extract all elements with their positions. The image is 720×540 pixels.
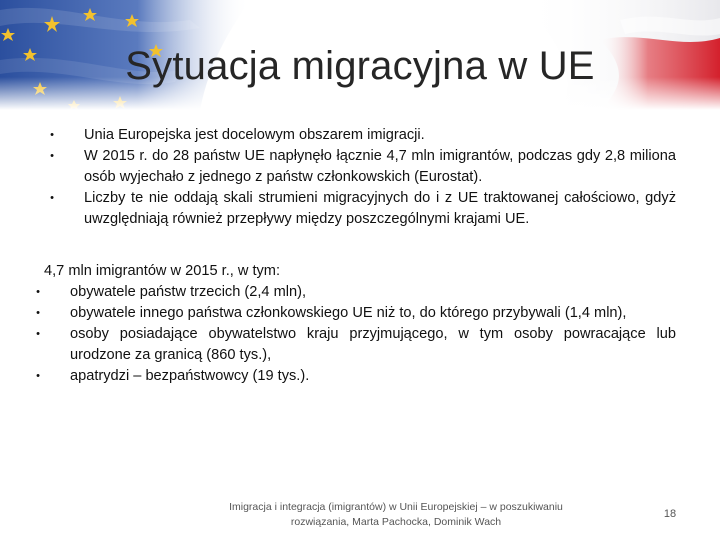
- bullet-icon: •: [50, 129, 54, 141]
- list-item: [36, 324, 676, 366]
- bullet-icon: •: [50, 150, 54, 162]
- list-item: [36, 303, 676, 324]
- list-item-text: obywatele państw trzecich (2,4 mln),: [70, 284, 307, 300]
- lead-text: 4,7 mln imigrantów w 2015 r., w tym:: [44, 263, 281, 279]
- list-item-text: Liczby te nie oddają skali strumieni migracyjnych do i z UE traktowanej całościowo, gdyż uwzględniają również przepływy między poszczególnymi krajami UE.: [84, 190, 676, 227]
- list-item: [50, 146, 676, 188]
- list-item-text: Unia Europejska jest docelowym obszarem imigracji.: [84, 127, 425, 143]
- footer-line: rozwiązania, Marta Pachocka, Dominik Wach: [290, 516, 502, 528]
- list-item-text: osoby posiadające obywatelstwo kraju przyjmującego, w tym osoby powracające lub urodzone za granicą (860 tys.),: [70, 326, 676, 363]
- bullet-icon: •: [36, 307, 40, 319]
- list-item: [50, 188, 676, 230]
- list-item-text: W 2015 r. do 28 państw UE napłynęło łącznie 4,7 mln imigrantów, podczas gdy 2,8 miliona osób wyjechało z jednego z państw członkowskich (Eurostat).: [84, 148, 676, 185]
- list-item: [36, 282, 676, 303]
- slide-content: [36, 125, 676, 387]
- page-number: 18: [663, 508, 677, 520]
- list-item-text: obywatele innego państwa członkowskiego UE niż to, do którego przybywali (1,4 mln),: [70, 305, 627, 321]
- bullet-icon: •: [36, 370, 40, 382]
- list-item: [50, 125, 676, 146]
- slide-footer: [210, 500, 582, 530]
- list-item: [36, 366, 676, 387]
- footer-line: Imigracja i integracja (imigrantów) w Unii Europejskiej – w poszukiwaniu: [229, 501, 563, 513]
- bullet-list-top: [44, 125, 676, 230]
- bullet-icon: •: [50, 192, 54, 204]
- bullet-icon: •: [36, 328, 40, 340]
- slide-title: Sytuacja migracyjna w UE: [125, 44, 595, 88]
- list-item-text: apatrydzi – bezpaństwowcy (19 tys.).: [70, 368, 310, 384]
- bullet-icon: •: [36, 286, 40, 298]
- bullet-list-bottom: [36, 282, 676, 387]
